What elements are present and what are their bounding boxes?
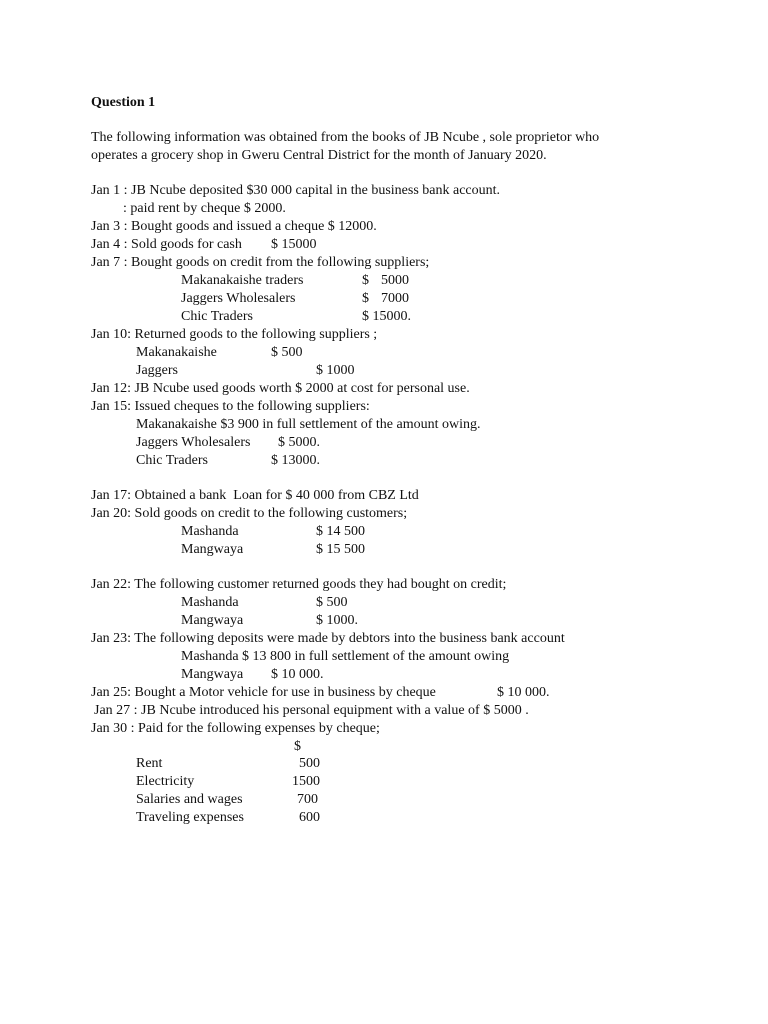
jan20-line: Jan 20: Sold goods on credit to the following customers; [91,506,408,521]
jan22-customer-name: Mangwaya [181,613,244,628]
jan20-customer-amount: $ 14 500 [316,524,365,539]
jan7-supplier-name: Makanakaishe traders [181,273,304,288]
expense-name: Electricity [136,774,195,789]
jan12-line: Jan 12: JB Ncube used goods worth $ 2000 at cost for personal use. [91,381,470,396]
jan7-currency: $ [362,273,369,288]
jan7-supplier-amount: 5000 [381,273,409,288]
jan15-supplier-amount: $ 13000. [271,453,320,468]
jan22-customer-name: Mashanda [181,595,239,610]
expense-name: Salaries and wages [136,792,243,807]
jan22-line: Jan 22: The following customer returned goods they had bought on credit; [91,577,507,592]
jan7-line: Jan 7 : Bought goods on credit from the following suppliers; [91,255,430,270]
jan7-currency: $ [362,291,369,306]
jan7-supplier-amount: 7000 [381,291,409,306]
jan22-customer-amount: $ 1000. [316,613,358,628]
intro-line-1: The following information was obtained from the books of JB Ncube , sole proprietor who [91,130,600,145]
jan25-amount: $ 10 000. [497,685,550,700]
jan10-supplier-name: Makanakaishe [136,345,217,360]
jan20-customer-name: Mangwaya [181,542,244,557]
jan7-supplier-amount: $ 15000. [362,309,411,324]
expense-amount: 600 [299,810,320,825]
jan15-line: Jan 15: Issued cheques to the following suppliers: [91,399,370,414]
jan4-line: Jan 4 : Sold goods for cash [91,237,242,252]
jan25-line: Jan 25: Bought a Motor vehicle for use in business by cheque [91,685,436,700]
jan4-amount: $ 15000 [271,237,317,252]
expense-amount: 700 [297,792,318,807]
jan23-settlement-line: Mashanda $ 13 800 in full settlement of the amount owing [181,649,510,664]
jan23-debtor-name: Mangwaya [181,667,244,682]
jan17-line: Jan 17: Obtained a bank Loan for $ 40 000 from CBZ Ltd [91,488,419,503]
expense-amount: 1500 [292,774,320,789]
jan7-supplier-name: Jaggers Wholesalers [181,291,296,306]
expense-name: Rent [136,756,163,771]
jan7-supplier-name: Chic Traders [181,309,253,324]
intro-line-2: operates a grocery shop in Gweru Central District for the month of January 2020. [91,148,547,163]
jan10-supplier-amount: $ 500 [271,345,303,360]
jan1-line: Jan 1 : JB Ncube deposited $30 000 capital in the business bank account. [91,183,501,198]
jan23-line: Jan 23: The following deposits were made by debtors into the business bank account [91,631,565,646]
question-title: Question 1 [91,95,156,110]
expense-name: Traveling expenses [136,810,244,825]
jan15-supplier-name: Jaggers Wholesalers [136,435,251,450]
jan30-currency-header: $ [294,739,301,754]
expense-amount: 500 [299,756,320,771]
jan10-supplier-name: Jaggers [136,363,178,378]
jan15-supplier-amount: $ 5000. [278,435,320,450]
jan23-debtor-amount: $ 10 000. [271,667,324,682]
jan1-rent-line: : paid rent by cheque $ 2000. [123,201,286,216]
jan15-supplier-name: Chic Traders [136,453,208,468]
jan22-customer-amount: $ 500 [316,595,348,610]
jan20-customer-name: Mashanda [181,524,239,539]
jan10-supplier-amount: $ 1000 [316,363,355,378]
jan27-line: Jan 27 : JB Ncube introduced his personal equipment with a value of $ 5000 . [94,703,529,718]
jan3-line: Jan 3 : Bought goods and issued a cheque $ 12000. [91,219,377,234]
jan10-line: Jan 10: Returned goods to the following suppliers ; [91,327,378,342]
jan30-line: Jan 30 : Paid for the following expenses by cheque; [91,721,380,736]
jan20-customer-amount: $ 15 500 [316,542,365,557]
jan15-settlement-line: Makanakaishe $3 900 in full settlement of the amount owing. [136,417,481,432]
